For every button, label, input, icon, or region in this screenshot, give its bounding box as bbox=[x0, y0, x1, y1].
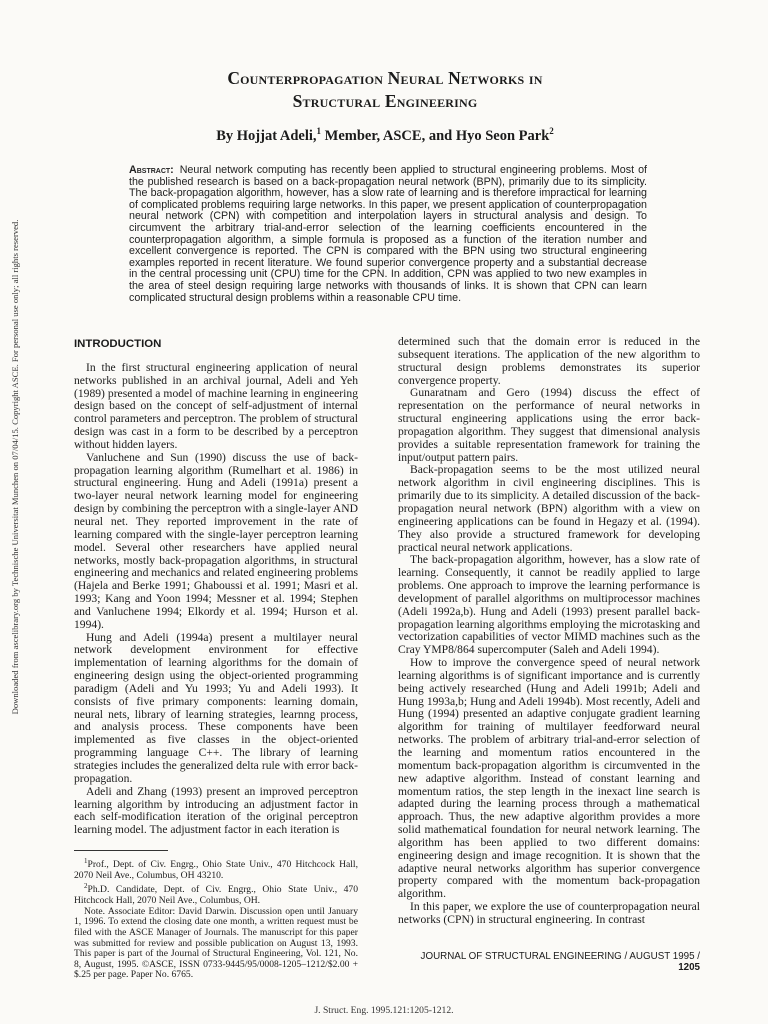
right-column bbox=[398, 336, 700, 927]
right-paragraph: In this paper, we explore the use of counterpropagation neural networks (CPN) in structural engineering. In contrast bbox=[398, 900, 700, 926]
paper-title bbox=[80, 67, 690, 113]
author-sup-1: 1 bbox=[316, 126, 322, 136]
footnote-1-text: Prof., Dept. of Civ. Engrg., Ohio State Univ., 470 Hitchcock Hall, 2070 Neil Ave., Columbus, OH 43210. bbox=[74, 859, 358, 881]
page-number: 1205 bbox=[678, 962, 700, 973]
journal-footer bbox=[420, 951, 700, 973]
footnote-2-text: Ph.D. Candidate, Dept. of Civ. Engrg., Ohio State Univ., 470 Hitchcock Hall, 2070 Neil Ave., Columbus, OH. bbox=[74, 884, 358, 907]
abstract-label: Abstract: bbox=[129, 164, 174, 176]
left-paragraph: Hung and Adeli (1994a) present a multilayer neural network development environment for effective implementation of learning algorithms for the domain of engineering design using the object-oriented programming paradigm (Adeli and Yu 1993; Yu and Adeli 1993). It consists of five primary components: learning domain, neural nets, library of learning strategies, learnng process, and analysis process. These components have been implemented as five classes in the object-oriented programming language C++. The library of learning strategies includes the generalized delta rule with error back-propagation. bbox=[74, 630, 358, 785]
footnote-rule bbox=[74, 850, 168, 851]
right-paragraph: determined such that the domain error is reduced in the subsequent iterations. The application of the new algorithm to structural design problems demonstrates its superior convergence property. bbox=[398, 335, 700, 387]
abstract bbox=[129, 165, 647, 304]
left-paragraph: Vanluchene and Sun (1990) discuss the use of back-propagation learning algorithm (Rumelhart et al. 1986) in structural engineering. Hung and Adeli (1991a) present a two-layer neural network learning model for engineering design by combining the perceptron with a single-layer AND neural net. They reported improvement in the rate of learning compared with the single-layer perceptron learning model. Several other researchers have applied neural networks, mostly back-propagation algorithms, in structural engineering and mechanics and related engineering problems (Hajela and Berke 1991; Ghaboussi et al. 1991; Masri et al. 1993; Kang and Yoon 1994; Messner et al. 1994; Stephen and Vanluchene 1994; Elkordy et al. 1994; Hurson et al. 1994). bbox=[74, 450, 358, 631]
footnote-1 bbox=[74, 856, 358, 881]
left-paragraph: Adeli and Zhang (1993) present an improved perceptron learning algorithm by introducing an adjustment factor in each self-modification iteration of the original perceptron learning model. The adjustment factor in each iteration is bbox=[74, 784, 358, 837]
right-paragraph: Back-propagation seems to be the most utilized neural network algorithm in civil engineering disciplines. This is primarily due to its simplicity. A detailed discussion of the back-propagation neural network (BPN) algorithm with a view on engineering applications can be found in Hegazy et al. (1994). They also provide a structured framework for developing practical neural network applications. bbox=[398, 463, 700, 554]
title-line-1: Counterpropagation Neural Networks in bbox=[227, 68, 543, 88]
author-prefix: By Hojjat Adeli, bbox=[216, 127, 317, 144]
abstract-text: Neural network computing has recently been applied to structural engineering problems. Most of the published research is based on a back-propagation neural network (BPN), primarily due to its simplicity. The back-propagation algorithm, however, has a slow rate of learning and is therefore impractical for learning of complicated problems requiring large networks. In this paper, we present application of counterpropagation neural network (CPN) with competition and interpolation layers in structural analysis and design. To circumvent the arbitrary trial-and-error selection of the learning coefficients encountered in the counterpropagation algorithm, a simple formula is proposed as a function of the iteration number and excellent convergence is reported. The CPN is compared with the BPN using two structural engineering examples reported in recent literature. We found superior convergence property and a substantial decrease in the central processing unit (CPU) time for the CPN. In addition, CPN was applied to two new examples in the area of steel design requiring large networks with thousands of links. It is shown that CPN can learn complicated structural design problems within a reasonable CPU time. bbox=[129, 164, 647, 304]
author-middle: Member, ASCE, and Hyo Seon Park bbox=[321, 127, 550, 144]
footnotes bbox=[74, 856, 358, 981]
footnote-2 bbox=[74, 881, 358, 906]
right-paragraph: The back-propagation algorithm, however, has a slow rate of learning. Consequently, it cannot be readily applied to large problems. One approach to improve the learning performance is development of parallel algorithms on multiprocessor machines (Adeli 1992a,b). Hung and Adeli (1993) present parallel back-propagation learning algorithms employing the microtasking and vectorization capabilities of vector MIMD machines such as the Cray YMP8/864 supercomputer (Saleh and Adeli 1994). bbox=[398, 553, 700, 657]
section-heading-introduction: INTRODUCTION bbox=[74, 338, 162, 350]
author-sup-2: 2 bbox=[549, 126, 554, 136]
left-column bbox=[74, 338, 358, 981]
right-paragraph: Gunaratnam and Gero (1994) discuss the effect of representation on the performance of neural networks in structural engineering applications using the error back-propagation algorithm. They suggest that dimensional analysis provides a suitable representation framework for training the input/output pattern pairs. bbox=[398, 386, 700, 464]
footnote-1-mark: 1 bbox=[84, 857, 88, 866]
download-watermark: Downloaded from ascelibrary.org by Technische Universitat Munchen on 07/04/15. Copyright ASCE. For personal use only; all rights reserved. bbox=[10, 219, 20, 715]
footnote-note: Note. Associate Editor: David Darwin. Discussion open until January 1, 1996. To extend the closing date one month, a written request must be filed with the ASCE Manager of Journals. The manuscript for this paper was submitted for review and possible publication on August 13, 1993. This paper is part of the Journal of Structural Engineering, Vol. 121, No. 8, August, 1995. ©ASCE, ISSN 0733-9445/95/0008-1205–1212/$2.00 + $.25 per page. Paper No. 6765. bbox=[74, 905, 358, 981]
right-paragraph: How to improve the convergence speed of neural network learning algorithms is of significant importance and is currently being actively researched (Hung and Adeli 1991b; Adeli and Hung 1993a,b; Hung and Adeli 1994b). Most recently, Adeli and Hung (1994) presented an adaptive conjugate gradient learning algorithm for training of multilayer feedforward neural networks. The problem of arbitrary trial-and-error selection of the learning and momentum ratios encountered in the momentum back-propagation algorithm is circumvented in the new adaptive algorithm. Instead of constant learning and momentum ratios, the step length in the inexact line search is adapted during the learning process through a mathematical approach. Thus, the new adaptive algorithm provides a more solid mathematical foundation for neural network learning. The algorithm has been applied to two different domains: engineering design and image recognition. It is shown that the adaptive neural networks algorithm has superior convergence property compared with the momentum back-propagation algorithm. bbox=[398, 656, 700, 901]
author-line bbox=[80, 126, 690, 145]
journal-footer-text: JOURNAL OF STRUCTURAL ENGINEERING / AUGUST 1995 / bbox=[420, 951, 700, 962]
citation-line: J. Struct. Eng. 1995.121:1205-1212. bbox=[314, 1005, 454, 1016]
title-line-2: Structural Engineering bbox=[292, 91, 478, 111]
left-paragraph: In the first structural engineering application of neural networks published in an archival journal, Adeli and Yeh (1989) presented a model of machine learning in engineering design based on the concept of self-adjustment of internal control parameters and perceptron. The problem of structural design was cast in a form to be described by a perceptron without hidden layers. bbox=[74, 360, 358, 451]
footnote-2-mark: 2 bbox=[84, 882, 88, 891]
